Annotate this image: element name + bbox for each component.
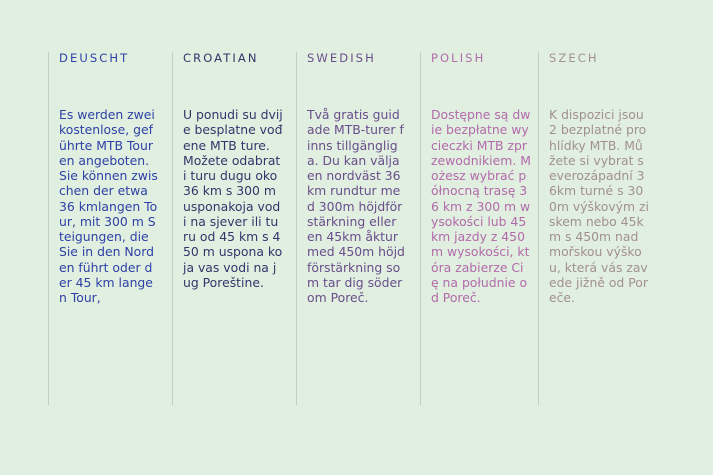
column-heading: SWEDISH xyxy=(307,51,376,65)
column-text: Es werden zwei kostenlose, geführte MTB Touren angeboten. Sie können zwischen der etwa 36 kmlangen Tour, mit 300 m Steigungen, die Sie in den Norden führt oder der 45 km langen Tour, xyxy=(59,107,158,305)
column-heading: SZECH xyxy=(549,51,599,65)
column-czech xyxy=(538,52,662,405)
column-text: Två gratis guidade MTB-turer finns tillgängliga. Du kan välja en nordväst 36km rundtur med 300m höjdförstärkning eller en 45km åktur med 450m höjdförstärkning som tar dig söder om Poreč. xyxy=(307,107,405,305)
column-heading: DEUSCHT xyxy=(59,51,130,65)
column-polish xyxy=(420,52,538,405)
column-heading: POLISH xyxy=(431,51,486,65)
column-croatian xyxy=(172,52,296,405)
column-swedish xyxy=(296,52,420,405)
column-german xyxy=(48,52,172,405)
column-text: U ponudi su dvije besplatne vođene MTB ture. Možete odabrati turu dugu oko 36 km s 300 m usponakoja vodi na sjever ili turu od 45 km s 450 m uspona koja vas vodi na jug Poreštine. xyxy=(183,107,283,290)
column-text: K dispozici jsou 2 bezplatné prohlídky MTB. Můžete si vybrat severozápadní 36km turné s 300m výškovým ziskem nebo 45km s 450m nadmořskou výškou, která vás zavede jižně od Poreče. xyxy=(549,107,649,305)
column-heading: CROATIAN xyxy=(183,51,259,65)
column-text: Dostępne są dwie bezpłatne wycieczki MTB zprzewodnikiem. Możesz wybrać północną trasę 36 km z 300 m wysokości lub 45 km jazdy z 450 m wysokości, która zabierze Cię na południe od Poreč. xyxy=(431,107,531,305)
